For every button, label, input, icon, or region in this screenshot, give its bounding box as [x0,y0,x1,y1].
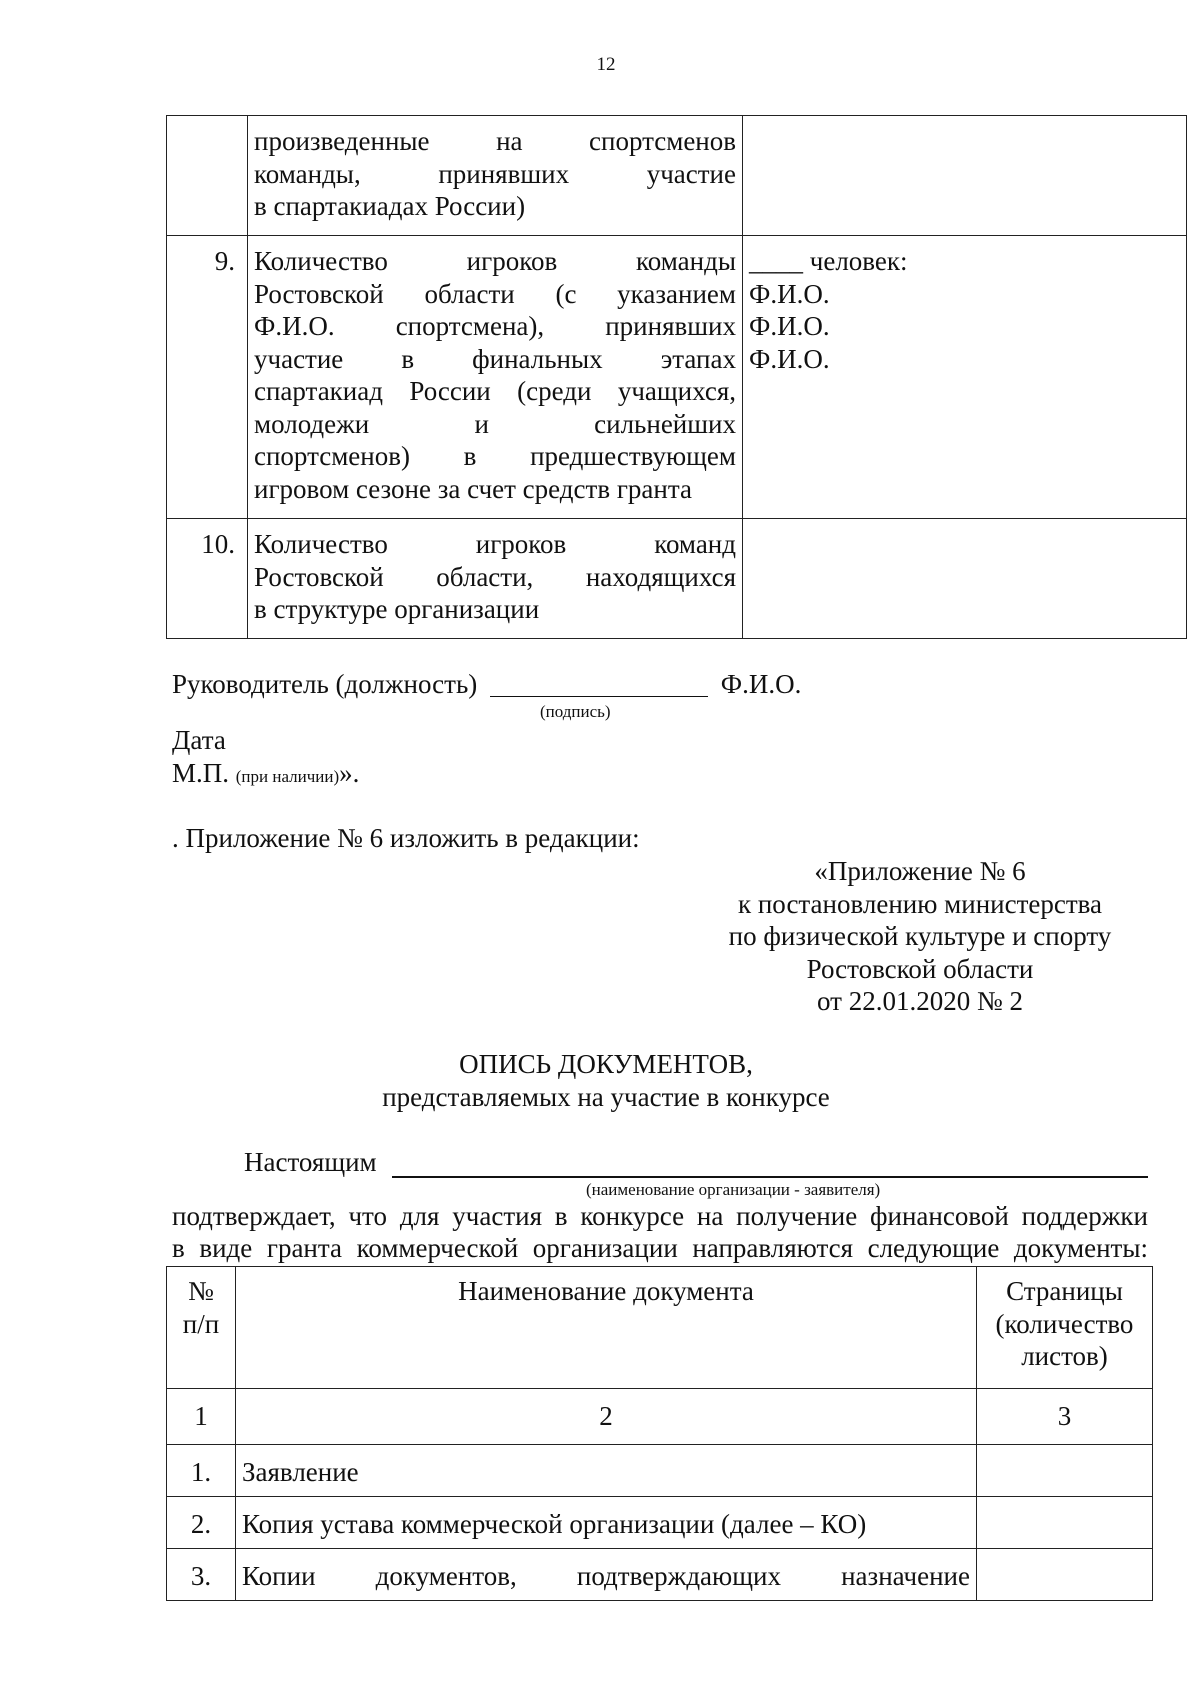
appendix-line: «Приложение № 6 [814,856,1026,886]
pages-cell[interactable] [977,1549,1153,1601]
row-value [743,519,1187,639]
index-cell: 2 [236,1389,977,1445]
appendix-line: Ростовской области [806,953,1034,984]
document-name: Заявление [236,1445,977,1497]
appendix-line: к постановлению министерства [737,888,1103,919]
page-number: 12 [596,54,616,75]
text-line: Количество игроков команд [254,529,736,559]
table-row [167,1445,1153,1497]
row-value [743,236,1187,519]
appendix-header [700,855,1140,1018]
stamp-label: М.П. [172,758,230,788]
row-description [248,236,743,519]
criteria-table [166,115,1187,639]
document-title: ОПИСЬ ДОКУМЕНТОВ, [459,1049,753,1079]
table-index-row [167,1389,1153,1445]
quote-close: ». [339,758,360,788]
text-line: произведенные на спортсменов [254,126,736,156]
intro-lead: Настоящим [244,1147,377,1177]
amendment-text: . Приложение № 6 изложить в редакции: [172,823,640,853]
index-cell: 3 [977,1389,1153,1445]
row-number: 2. [167,1497,236,1549]
header-text: п/п [182,1308,220,1339]
head-fio: Ф.И.О. [720,669,802,699]
text-line: в структуре организации [254,594,540,624]
row-number: 10. [167,519,248,639]
organization-caption: (наименование организации - заявителя) [586,1180,881,1199]
fio-field: Ф.И.О. [749,343,830,374]
text-line: Ф.И.О. спортсмена), принявших [254,311,736,341]
text-line: спортсменов) в предшествующем [254,441,736,471]
header-text: листов) [1021,1341,1108,1371]
row-description [248,116,743,236]
table-row [167,116,1187,236]
text-line: команды, принявших участие [254,158,736,189]
table-row [167,1497,1153,1549]
intro-line: в виде гранта коммерческой организации направляются следующие документы: [172,1233,1148,1263]
stamp-line [172,757,359,789]
row-number: 3. [167,1549,236,1601]
date-label: Дата [172,725,226,755]
header-text: № [188,1276,214,1306]
document-name: Копия устава коммерческой организации (далее – КО) [236,1497,977,1549]
pages-cell[interactable] [977,1497,1153,1549]
text-line: спартакиад России (среди учащихся, [254,376,736,406]
signature-blank[interactable] [490,670,708,697]
text-line: в спартакиадах России) [254,191,526,221]
documents-table [166,1266,1153,1601]
text-line: участие в финальных этапах [254,343,736,374]
header-name: Наименование документа [236,1267,977,1389]
document-name: Копии документов, подтверждающих назначение [236,1549,977,1601]
table-header-row [167,1267,1153,1389]
table-row [167,519,1187,639]
signature-line [172,668,801,700]
row-number: 1. [167,1445,236,1497]
row-description [248,519,743,639]
index-cell: 1 [167,1389,236,1445]
table-row [167,1549,1153,1601]
document-subtitle: представляемых на участие в конкурсе [382,1082,830,1112]
text-line: Количество игроков команды [254,246,736,276]
header-pages [977,1267,1153,1389]
players-count: ____ человек: [749,246,908,276]
text-line: игровом сезоне за счет средств гранта [254,473,692,504]
text-line: Ростовской области, находящихся [254,561,736,592]
header-text: (количество [995,1308,1134,1339]
header-text: Страницы [1006,1276,1123,1306]
row-number: 9. [167,236,248,519]
signature-caption: (подпись) [540,702,611,721]
head-label: Руководитель (должность) [172,669,478,699]
text-line: Ростовской области (с указанием [254,278,736,309]
table-row [167,236,1187,519]
appendix-line: от 22.01.2020 № 2 [817,986,1023,1016]
appendix-line: по физической культуре и спорту [728,921,1112,951]
header-number [167,1267,236,1389]
row-number [167,116,248,236]
intro-line: подтверждает, что для участия в конкурсе на получение финансовой поддержки [172,1201,1148,1231]
fio-field: Ф.И.О. [749,311,830,341]
pages-cell[interactable] [977,1445,1153,1497]
text-line: молодежи и сильнейших [254,408,736,439]
organization-blank[interactable] [392,1176,1148,1178]
stamp-note: (при наличии) [235,767,340,786]
fio-field: Ф.И.О. [749,278,830,309]
row-value [743,116,1187,236]
